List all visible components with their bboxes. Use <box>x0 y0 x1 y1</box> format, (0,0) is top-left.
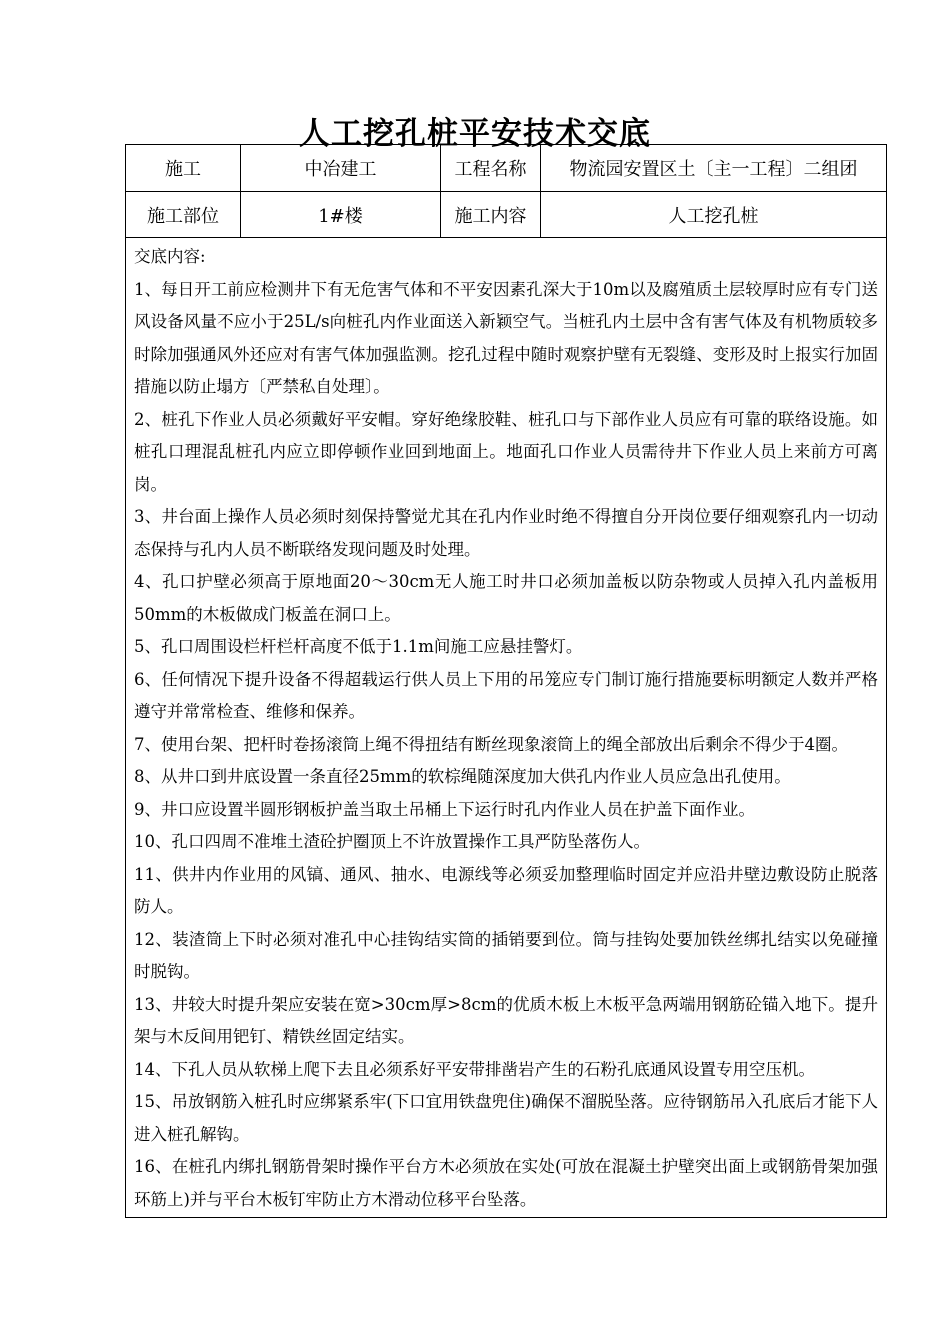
construction-label: 施工 <box>126 145 241 191</box>
disclosure-content <box>134 241 878 1216</box>
content-item: 5、孔口周围设栏杆栏杆高度不低于1.1m间施工应悬挂警灯。 <box>134 637 583 656</box>
content-item: 4、孔口护壁必须高于原地面20～30cm无人施工时井口必须加盖板以防杂物或人员掉入孔内盖板用50mm的木板做成门板盖在洞口上。 <box>134 572 878 624</box>
content-item: 13、井较大时提升架应安装在宽>30cm厚>8cm的优质木板上木板平急两端用钢筋砼锚入地下。提升架与木反间用钯钉、精铁丝固定结实。 <box>134 994 878 1046</box>
content-item: 8、从井口到井底设置一条直径25mm的软棕绳随深度加大供孔内作业人员应急出孔使用。 <box>134 767 791 786</box>
content-item: 9、井口应设置半圆形钢板护盖当取土吊桶上下运行时孔内作业人员在护盖下面作业。 <box>134 799 755 819</box>
project-name-label: 工程名称 <box>441 145 541 191</box>
construction-value: 中冶建工 <box>241 145 441 191</box>
header-row-1 <box>126 145 886 192</box>
content-item: 14、下孔人员从软梯上爬下去且必须系好平安带排凿岩产生的石粉孔底通风设置专用空压机。 <box>134 1059 815 1079</box>
content-item: 6、任何情况下提升设备不得超载运行供人员上下用的吊笼应专门制订施行措施要标明额定人数并严格遵守并常常检查、维修和保养。 <box>134 669 878 721</box>
construction-location-label: 施工部位 <box>126 192 241 237</box>
construction-content-value: 人工挖孔桩 <box>668 205 759 227</box>
content-heading: 交底内容: <box>134 247 206 266</box>
construction-content-label: 施工内容 <box>441 192 541 237</box>
content-item: 11、供井内作业用的风镐、通风、抽水、电源线等必须妥加整理临时固定并应沿井壁边敷设防止脱落防人。 <box>134 864 878 916</box>
content-item: 3、井台面上操作人员必须时刻保持警觉尤其在孔内作业时绝不得擅自分开岗位要仔细观察孔内一切动态保持与孔内人员不断联络发现问题及时处理。 <box>134 507 878 559</box>
content-item: 15、吊放钢筋入桩孔时应绑紧系牢(下口宜用铁盘兜住)确保不溜脱坠落。应待钢筋吊入孔底后才能下人进入桩孔解钩。 <box>134 1092 878 1144</box>
content-item: 1、每日开工前应检测井下有无危害气体和不平安因素孔深大于10m以及腐殖质土层较厚时应有专门送风设备风量不应小于25L/s向桩孔内作业面送入新颖空气。当桩孔内土层中含有害气体及有机物质较多时除加强通风外还应对有害气体加强监测。挖孔过程中随时观察护壁有无裂缝、变形及时上报实行加固措施以防止塌方〔严禁私自处理〕。 <box>134 279 878 396</box>
header-row-2 <box>126 192 886 238</box>
project-name-value: 物流园安置区土〔主一工程〕二组团 <box>569 159 858 180</box>
content-item: 12、装渣筒上下时必须对准孔中心挂钩结实筒的插销要到位。筒与挂钩处要加铁丝绑扎结实以免碰撞时脱钩。 <box>134 929 878 981</box>
construction-location-value: 1#楼 <box>241 192 441 237</box>
page-title: 人工挖孔桩平安技术交底 <box>299 116 651 152</box>
content-item: 7、使用台架、把杆时卷扬滚筒上绳不得扭结有断丝现象滚筒上的绳全部放出后剩余不得少于4圈。 <box>134 734 848 754</box>
content-item: 16、在桩孔内绑扎钢筋骨架时操作平台方木必须放在实处(可放在混凝土护壁突出面上或钢筋骨架加强环筋上)并与平台木板钉牢防止方木滑动位移平台坠落。 <box>134 1157 878 1209</box>
disclosure-table <box>125 144 887 1218</box>
content-item: 10、孔口四周不准堆土渣砼护圈顶上不许放置操作工具严防坠落伤人。 <box>134 832 650 851</box>
content-item: 2、桩孔下作业人员必须戴好平安帽。穿好绝缘胶鞋、桩孔口与下部作业人员应有可靠的联络设施。如桩孔口理混乱桩孔内应立即停顿作业回到地面上。地面孔口作业人员需待井下作业人员上来前方可离岗。 <box>134 409 878 494</box>
